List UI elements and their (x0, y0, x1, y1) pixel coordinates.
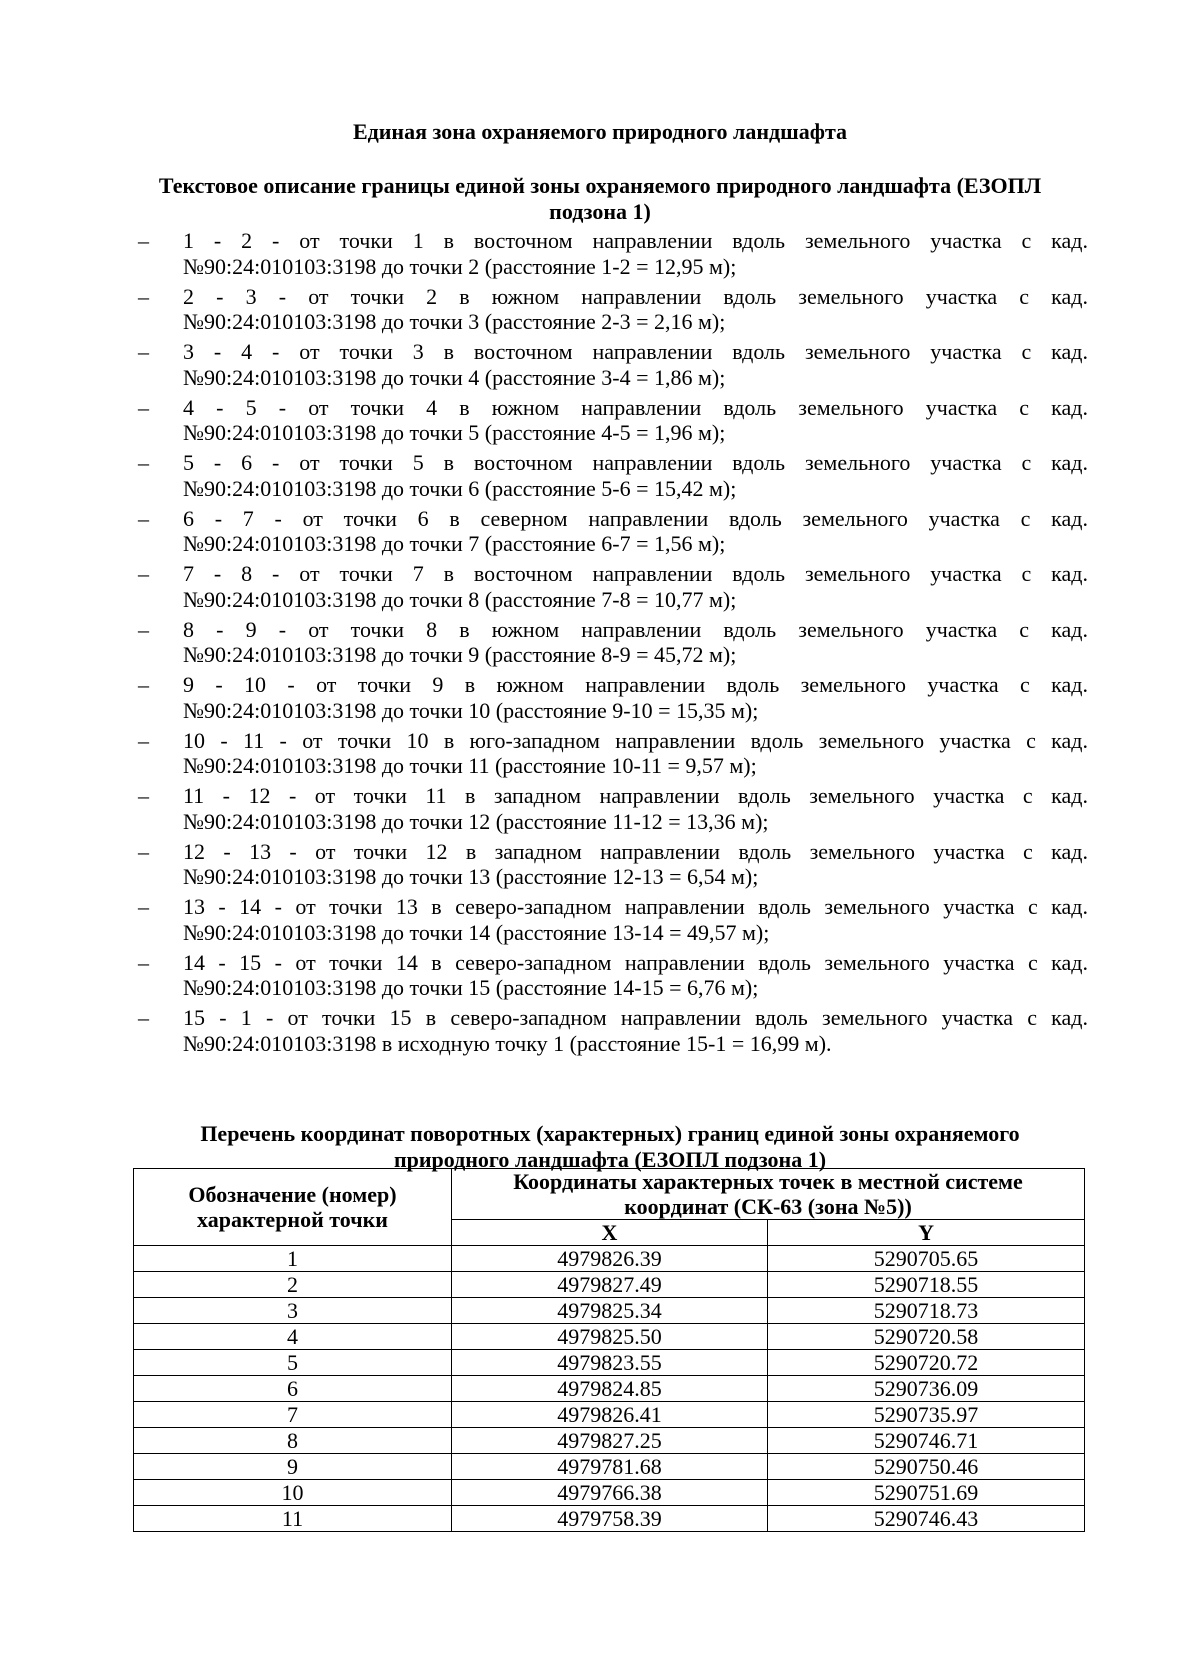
list-item (138, 783, 1088, 839)
x-cell: 4979827.25 (452, 1428, 768, 1454)
y-cell: 5290750.46 (768, 1454, 1085, 1480)
bullet-dash: – (138, 727, 149, 753)
boundary-description-list (138, 228, 1088, 1061)
header-point-number: Обозначение (номер) характерной точки (134, 1169, 452, 1246)
table-row (134, 1480, 1085, 1506)
bullet-dash: – (138, 505, 149, 531)
coordinates-table (133, 1168, 1085, 1532)
bullet-dash: – (138, 894, 149, 919)
item-line-2: №90:24:010103:3198 до точки 15 (расстояние 14-15 = 6,76 м); (183, 975, 759, 1000)
table-row (134, 1454, 1085, 1480)
coordinates-table-body (134, 1246, 1085, 1532)
x-cell: 4979827.49 (452, 1272, 768, 1298)
list-item (138, 506, 1088, 562)
bullet-dash: – (138, 672, 149, 697)
y-cell: 5290736.09 (768, 1376, 1085, 1402)
y-cell: 5290720.58 (768, 1324, 1085, 1350)
bullet-dash: – (138, 450, 149, 475)
point-number-cell: 9 (134, 1454, 452, 1480)
item-line-2: №90:24:010103:3198 до точки 2 (расстояние 1-2 = 12,95 м); (183, 253, 737, 279)
item-line-2: №90:24:010103:3198 до точки 14 (расстояние 13-14 = 49,57 м); (183, 919, 770, 945)
y-cell: 5290705.65 (768, 1246, 1085, 1272)
x-cell: 4979758.39 (452, 1506, 768, 1532)
list-item (138, 950, 1088, 1006)
list-item (138, 284, 1088, 340)
table-row (134, 1324, 1085, 1350)
item-line-1: 3 - 4 - от точки 3 в восточном направлении вдоль земельного участка с кад. (183, 339, 1088, 364)
list-item (138, 894, 1088, 950)
point-number-cell: 6 (134, 1376, 452, 1402)
bullet-dash: – (138, 339, 149, 364)
item-line-2: №90:24:010103:3198 до точки 11 (расстояние 10-11 = 9,57 м); (183, 753, 757, 778)
y-cell: 5290718.73 (768, 1298, 1085, 1324)
bullet-dash: – (138, 949, 149, 975)
bullet-dash: – (138, 616, 149, 642)
list-item (138, 561, 1088, 617)
table-row (134, 1506, 1085, 1532)
item-line-2: №90:24:010103:3198 до точки 7 (расстояние 6-7 = 1,56 м); (183, 531, 726, 556)
header-y: Y (768, 1220, 1085, 1246)
item-line-2: №90:24:010103:3198 до точки 3 (расстояние 2-3 = 2,16 м); (183, 309, 726, 334)
item-line-1: 13 - 14 - от точки 13 в северо-западном направлении вдоль земельного участка с кад. (183, 894, 1088, 919)
item-line-2: №90:24:010103:3198 до точки 9 (расстояние 8-9 = 45,72 м); (183, 642, 737, 667)
point-number-cell: 5 (134, 1350, 452, 1376)
bullet-dash: – (138, 1005, 149, 1030)
list-item (138, 617, 1088, 673)
list-item (138, 839, 1088, 895)
point-number-cell: 2 (134, 1272, 452, 1298)
x-cell: 4979766.38 (452, 1480, 768, 1506)
bullet-dash: – (138, 561, 149, 586)
x-cell: 4979826.39 (452, 1246, 768, 1272)
item-line-2: №90:24:010103:3198 до точки 6 (расстояние 5-6 = 15,42 м); (183, 475, 737, 501)
list-item (138, 228, 1088, 284)
table-row (134, 1298, 1085, 1324)
table-row (134, 1350, 1085, 1376)
item-line-2: №90:24:010103:3198 до точки 5 (расстояние 4-5 = 1,96 м); (183, 420, 726, 445)
item-line-1: 2 - 3 - от точки 2 в южном направлении вдоль земельного участка с кад. (183, 283, 1088, 309)
item-line-2: №90:24:010103:3198 в исходную точку 1 (расстояние 15-1 = 16,99 м). (183, 1030, 832, 1056)
x-cell: 4979826.41 (452, 1402, 768, 1428)
x-cell: 4979825.34 (452, 1298, 768, 1324)
item-line-1: 10 - 11 - от точки 10 в юго-западном направлении вдоль земельного участка с кад. (183, 727, 1088, 753)
item-line-1: 15 - 1 - от точки 15 в северо-западном направлении вдоль земельного участка с кад. (183, 1005, 1088, 1030)
y-cell: 5290751.69 (768, 1480, 1085, 1506)
bullet-dash: – (138, 838, 149, 864)
table-row (134, 1246, 1085, 1272)
y-cell: 5290720.72 (768, 1350, 1085, 1376)
x-cell: 4979824.85 (452, 1376, 768, 1402)
list-item (138, 1005, 1088, 1061)
point-number-cell: 10 (134, 1480, 452, 1506)
point-number-cell: 7 (134, 1402, 452, 1428)
table-row (134, 1272, 1085, 1298)
bullet-dash: – (138, 228, 149, 253)
header-coordinates: Координаты характерных точек в местной системе координат (СК-63 (зона №5)) (452, 1169, 1085, 1220)
header-x: X (452, 1220, 768, 1246)
point-number-cell: 11 (134, 1506, 452, 1532)
bullet-dash: – (138, 283, 149, 309)
table-row (134, 1376, 1085, 1402)
y-cell: 5290746.43 (768, 1506, 1085, 1532)
item-line-2: №90:24:010103:3198 до точки 8 (расстояние 7-8 = 10,77 м); (183, 586, 737, 612)
point-number-cell: 4 (134, 1324, 452, 1350)
item-line-1: 9 - 10 - от точки 9 в южном направлении вдоль земельного участка с кад. (183, 672, 1088, 697)
x-cell: 4979781.68 (452, 1454, 768, 1480)
list-item (138, 450, 1088, 506)
document-title: Единая зона охраняемого природного ландшафта (352, 119, 848, 144)
list-item (138, 339, 1088, 395)
x-cell: 4979825.50 (452, 1324, 768, 1350)
table-row (134, 1402, 1085, 1428)
item-line-1: 1 - 2 - от точки 1 в восточном направлении вдоль земельного участка с кад. (183, 228, 1088, 253)
item-line-2: №90:24:010103:3198 до точки 12 (расстояние 11-12 = 13,36 м); (183, 808, 769, 834)
list-item (138, 728, 1088, 784)
list-item (138, 395, 1088, 451)
table-row (134, 1428, 1085, 1454)
list-item (138, 672, 1088, 728)
y-cell: 5290735.97 (768, 1402, 1085, 1428)
table-title: Перечень координат поворотных (характерных) границ единой зоны охраняемого природного ландшафта (ЕЗОПЛ подзона 1) (200, 1121, 1020, 1172)
item-line-2: №90:24:010103:3198 до точки 4 (расстояние 3-4 = 1,86 м); (183, 364, 726, 390)
item-line-1: 6 - 7 - от точки 6 в северном направлении вдоль земельного участка с кад. (183, 505, 1088, 531)
y-cell: 5290718.55 (768, 1272, 1085, 1298)
point-number-cell: 1 (134, 1246, 452, 1272)
point-number-cell: 3 (134, 1298, 452, 1324)
item-line-1: 8 - 9 - от точки 8 в южном направлении вдоль земельного участка с кад. (183, 616, 1088, 642)
point-number-cell: 8 (134, 1428, 452, 1454)
document-subtitle: Текстовое описание границы единой зоны охраняемого природного ландшафта (ЕЗОПЛ подзона 1) (158, 173, 1042, 224)
item-line-2: №90:24:010103:3198 до точки 10 (расстояние 9-10 = 15,35 м); (183, 697, 759, 723)
item-line-2: №90:24:010103:3198 до точки 13 (расстояние 12-13 = 6,54 м); (183, 864, 759, 889)
item-line-1: 7 - 8 - от точки 7 в восточном направлении вдоль земельного участка с кад. (183, 561, 1088, 586)
x-cell: 4979823.55 (452, 1350, 768, 1376)
item-line-1: 14 - 15 - от точки 14 в северо-западном направлении вдоль земельного участка с кад. (183, 949, 1088, 975)
item-line-1: 11 - 12 - от точки 11 в западном направлении вдоль земельного участка с кад. (183, 783, 1088, 808)
bullet-dash: – (138, 783, 149, 808)
bullet-dash: – (138, 394, 149, 420)
item-line-1: 5 - 6 - от точки 5 в восточном направлении вдоль земельного участка с кад. (183, 450, 1088, 475)
item-line-1: 12 - 13 - от точки 12 в западном направлении вдоль земельного участка с кад. (183, 838, 1088, 864)
y-cell: 5290746.71 (768, 1428, 1085, 1454)
item-line-1: 4 - 5 - от точки 4 в южном направлении вдоль земельного участка с кад. (183, 394, 1088, 420)
